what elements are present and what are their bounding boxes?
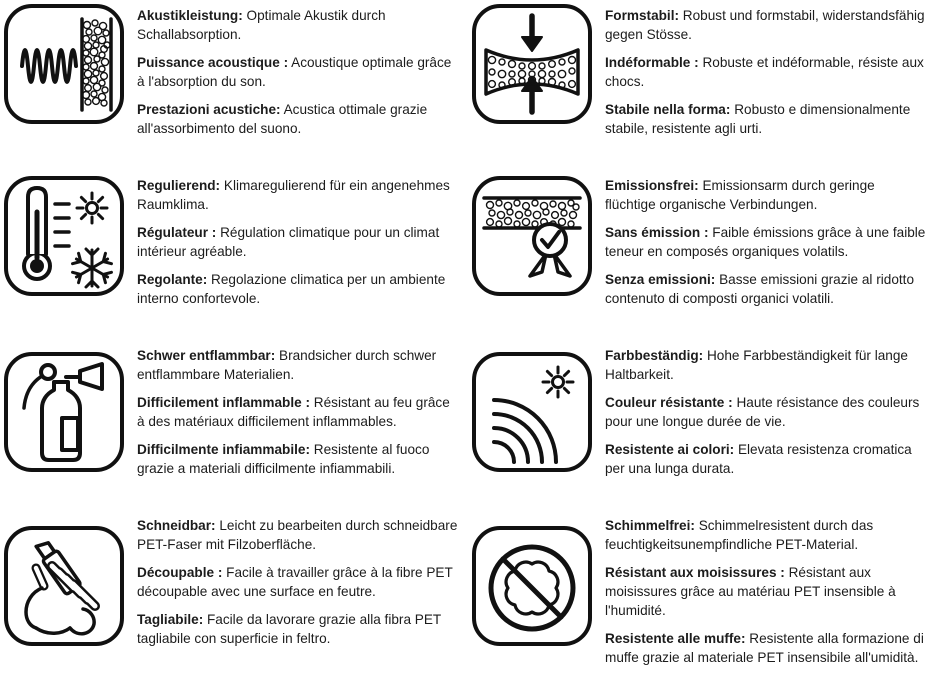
feature-text-it: Regolante: Regolazione climatica per un ambiente interno confortevole. xyxy=(137,272,446,307)
feature-text-it: Prestazioni acustiche: Acustica ottimale grazie all'assorbimento del suono. xyxy=(137,102,428,137)
feature-text-fr: Régulateur : Régulation climatique pour un climat intérieur agréable. xyxy=(137,225,440,260)
feature-card-cuttable xyxy=(0,510,468,680)
climate-regulating-icon xyxy=(8,180,120,292)
low-emission-certified-icon xyxy=(476,180,588,292)
feature-text-de: Schwer entflammbar: Brandsicher durch schwer entflammbare Materialien. xyxy=(137,348,437,383)
feature-texts xyxy=(137,514,460,657)
feature-texts xyxy=(137,344,460,487)
color-fastness-rainbow-sun-icon xyxy=(476,356,588,468)
feature-texts xyxy=(137,4,460,147)
feature-card-regulating xyxy=(0,170,468,340)
feature-text-it: Senza emissioni: Basse emissioni grazie al ridotto contenuto di composti organici volatili. xyxy=(605,272,915,307)
feature-text-it: Stabile nella forma: Robusto e dimensionalmente stabile, resistente agli urti. xyxy=(605,102,911,137)
no-mold-icon xyxy=(472,526,592,646)
sun-glyph xyxy=(543,367,573,397)
feature-texts xyxy=(605,344,928,487)
feature-text-fr: Indéformable : Robuste et indéformable, résiste aux chocs. xyxy=(605,55,924,90)
climate-regulating-icon xyxy=(4,176,124,296)
feature-text-fr: Difficilement inflammable : Résistant au feu grâce à des matériaux difficilement inflammables. xyxy=(137,395,450,430)
feature-text-fr: Puissance acoustique : Acoustique optimale grâce à l'absorption du son. xyxy=(137,55,452,90)
feature-text-de: Farbbeständig: Hohe Farbbeständigkeit für lange Haltbarkeit. xyxy=(605,348,908,383)
feature-card-shape-stable xyxy=(468,0,936,170)
feature-text-de: Formstabil: Robust und formstabil, widerstandsfähig gegen Stösse. xyxy=(605,8,925,43)
feature-texts xyxy=(605,174,928,317)
feature-text-de: Akustikleistung: Optimale Akustik durch Schallabsorption. xyxy=(137,8,386,43)
feature-text-de: Schimmelfrei: Schimmelresistent durch das feuchtigkeitsunempfindliche PET-Material. xyxy=(605,518,874,553)
compression-resistance-icon xyxy=(476,8,588,120)
thumb xyxy=(36,568,44,586)
snowflake-glyph xyxy=(73,249,112,287)
feature-text-it: Resistente alle muffe: Resistente alla formazione di muffe grazie al materiale PET insensibile all'umidità. xyxy=(605,631,924,666)
sound-absorption-icon xyxy=(8,8,120,120)
feature-text-fr: Couleur résistante : Haute résistance des couleurs pour une longue durée de vie. xyxy=(605,395,920,430)
feature-card-flame-retardant xyxy=(0,340,468,510)
feature-texts xyxy=(137,174,460,317)
feature-text-de: Schneidbar: Leicht zu bearbeiten durch schneidbare PET-Faser mit Filzoberfläche. xyxy=(137,518,458,553)
feature-text-fr: Sans émission : Faible émissions grâce à une faible teneur en composés organiques volatils. xyxy=(605,225,926,260)
feature-text-it: Tagliabile: Facile da lavorare grazie alla fibra PET tagliabile con superficie in feltro. xyxy=(137,612,441,647)
no-mold-icon xyxy=(476,530,588,642)
hand-cutter-icon xyxy=(4,526,124,646)
fire-extinguisher-icon xyxy=(8,356,120,468)
feature-texts xyxy=(605,4,928,147)
low-emission-certified-icon xyxy=(472,176,592,296)
feature-card-acoustic xyxy=(0,0,468,170)
color-fastness-rainbow-sun-icon xyxy=(472,352,592,472)
feature-text-fr: Découpable : Facile à travailler grâce à la fibre PET découpable avec une surface en feutre. xyxy=(137,565,453,600)
fire-extinguisher-icon xyxy=(4,352,124,472)
feature-text-it: Resistente ai colori: Elevata resistenza cromatica per una lunga durata. xyxy=(605,442,912,477)
compression-resistance-icon xyxy=(472,4,592,124)
rainbow-arcs xyxy=(494,400,556,462)
hand-cutter-icon xyxy=(8,530,120,642)
feature-text-de: Emissionsfrei: Emissionsarm durch geringe flüchtige organische Verbindungen. xyxy=(605,178,875,213)
feature-card-emission-free xyxy=(468,170,936,340)
sun-glyph xyxy=(77,193,107,223)
feature-text-de: Regulierend: Klimaregulierend für ein angenehmes Raumklima. xyxy=(137,178,450,213)
feature-card-mold-free xyxy=(468,510,936,680)
feature-texts xyxy=(605,514,928,676)
sound-absorption-icon xyxy=(4,4,124,124)
feature-text-fr: Résistant aux moisissures : Résistant aux moisissures grâce au matériau PET insensible à l'humidité. xyxy=(605,565,896,619)
feature-text-it: Difficilmente infiammabile: Resistente al fuoco grazie a materiali difficilmente infiammabili. xyxy=(137,442,430,477)
feature-card-colorfast xyxy=(468,340,936,510)
